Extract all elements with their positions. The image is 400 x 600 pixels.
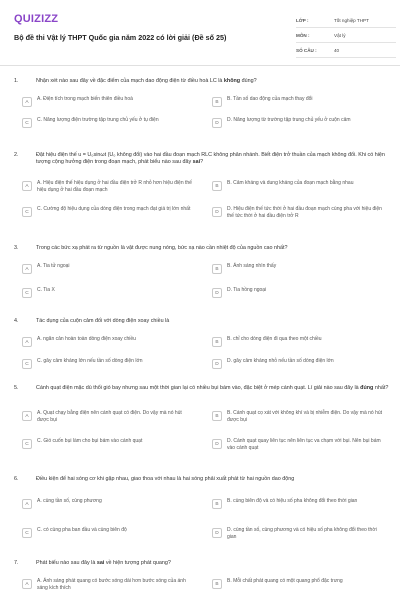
question-item xyxy=(14,560,390,567)
option-letter-badge: A xyxy=(22,181,32,191)
answer-option[interactable] xyxy=(22,527,194,538)
question-header xyxy=(14,78,390,85)
answer-option[interactable] xyxy=(212,527,384,540)
meta-key: SỐ CÂU : xyxy=(296,47,317,53)
answer-option[interactable] xyxy=(212,287,384,298)
answer-option[interactable] xyxy=(22,180,194,193)
answer-option[interactable] xyxy=(22,578,194,591)
option-text: D. Tia hồng ngoại xyxy=(227,287,267,293)
answer-option[interactable] xyxy=(22,358,194,369)
question-text-tail: về hiện tượng phát quang? xyxy=(104,560,171,566)
option-text: D. Năng lượng từ trường tập trung chủ yếu ở cuộn cảm xyxy=(227,117,351,123)
worksheet-title: Bộ đề thi Vật lý THPT Quốc gia năm 2022 có lời giải (Đề số 25) xyxy=(14,33,227,42)
answer-option[interactable] xyxy=(212,336,384,347)
option-text: D. Hiệu điện thế tức thời ở hai đầu đoạn mạch cùng pha với hiệu điện thế tức thời ở hai đầu điện trở R xyxy=(227,206,382,219)
option-letter-badge: C xyxy=(22,207,32,217)
answer-option[interactable] xyxy=(212,410,384,423)
option-letter-badge: D xyxy=(212,118,222,128)
question-number: 1. xyxy=(14,78,19,84)
option-text: B. Tần số dao động của mạch thay đổi xyxy=(227,96,313,102)
meta-row-subject xyxy=(296,28,396,43)
meta-row-class xyxy=(296,13,396,28)
option-text: D. gây cảm kháng nhỏ nếu tần số dòng điện lớn xyxy=(227,358,334,364)
question-text xyxy=(36,245,390,252)
question-text-emphasis: sai xyxy=(96,560,105,566)
question-header xyxy=(14,385,390,392)
option-text: A. Quạt chạy bằng điện nên cánh quạt có điện. Do vậy mà nó hút được bụi xyxy=(37,410,182,423)
answer-option[interactable] xyxy=(22,410,194,423)
option-text: D. cùng tần số, cùng phương và có hiệu số pha không đổi theo thời gian xyxy=(227,527,377,540)
option-text: B. Mỗi chất phát quang có một quang phổ đặc trưng xyxy=(227,578,343,584)
question-text xyxy=(36,476,390,483)
question-header xyxy=(14,318,390,325)
question-text xyxy=(36,560,390,567)
question-text-main: Đặt hiệu điện thế u = U₀sinωt (U₀ không đổi) vào hai đầu đoạn mạch RLC không phân nhánh. Biết điện trở thuần của mạch không đổi. Khi có hiện tượng cộng hưởng điện trong đoạn mạch, phát biểu nào sau đây xyxy=(36,152,385,165)
question-item xyxy=(14,78,390,85)
question-text-main: Nhận xét nào sau đây về đặc điểm của mạch dao động điện từ điều hoà LC là xyxy=(36,78,224,84)
question-item xyxy=(14,318,390,325)
option-text: C. Cường độ hiệu dụng của dòng điện trong mạch đạt giá trị lớn nhất xyxy=(37,206,191,212)
question-number: 7. xyxy=(14,560,19,566)
option-letter-badge: A xyxy=(22,411,32,421)
option-letter-badge: C xyxy=(22,118,32,128)
meta-value: Vật lý xyxy=(334,32,346,38)
option-text: C. gây cảm kháng lớn nếu tần số dòng điện lớn xyxy=(37,358,143,364)
question-text-main: Phát biểu nào sau đây là xyxy=(36,560,97,566)
answer-option[interactable] xyxy=(22,263,194,274)
option-letter-badge: B xyxy=(212,411,222,421)
meta-row-count xyxy=(296,43,396,58)
question-header xyxy=(14,152,390,166)
option-text: A. Hiệu điện thế hiệu dụng ở hai đầu điện trở R nhỏ hơn hiệu điện thế hiệu dụng ở hai đầu đoạn mạch xyxy=(37,180,192,193)
question-header xyxy=(14,245,390,252)
question-text xyxy=(36,318,390,325)
option-letter-badge: D xyxy=(212,528,222,538)
option-letter-badge: C xyxy=(22,359,32,369)
question-text-main: Cánh quạt điện mặc dù thổi gió bay nhưng sau một thời gian lại có nhiều bụi bám vào, đặc biệt ở mép cánh quạt. Lí giải nào sau đây là xyxy=(36,385,361,391)
question-item xyxy=(14,245,390,252)
answer-option[interactable] xyxy=(22,498,194,509)
question-text xyxy=(36,78,390,85)
option-letter-badge: A xyxy=(22,579,32,589)
question-text-tail: ? xyxy=(200,159,204,165)
option-text: D. Cánh quạt quay liên tục nên liên tục va chạm với bụi. Nên bụi bám vào cánh quạt xyxy=(227,438,381,451)
answer-option[interactable] xyxy=(22,206,194,217)
option-text: A. Tia tử ngoại xyxy=(37,263,70,269)
answer-option[interactable] xyxy=(212,117,384,128)
answer-option[interactable] xyxy=(212,180,384,191)
option-text: B. Ánh sáng nhìn thấy xyxy=(227,263,277,269)
option-text: C. Tia X xyxy=(37,287,55,293)
option-text: C. Gió cuốn bụi làm cho bụi bám vào cánh quạt xyxy=(37,438,143,444)
meta-key: MÔN : xyxy=(296,32,310,38)
option-letter-badge: A xyxy=(22,499,32,509)
option-letter-badge: D xyxy=(212,439,222,449)
option-text: B. Cánh quạt cọ xát với không khí và bị nhiễm điện. Do vậy mà nó hút được bụi xyxy=(227,410,383,423)
question-text-tail: đúng? xyxy=(240,78,257,84)
option-text: A. Điện tích trong mạch biến thiên điều hoà xyxy=(37,96,133,102)
answer-option[interactable] xyxy=(212,358,384,369)
answer-option[interactable] xyxy=(212,263,384,274)
option-letter-badge: B xyxy=(212,499,222,509)
worksheet-header xyxy=(0,0,400,66)
question-text xyxy=(36,385,390,392)
answer-option[interactable] xyxy=(22,117,194,128)
answer-option[interactable] xyxy=(22,336,194,347)
option-text: B. chỉ cho dòng điện đi qua theo một chiều xyxy=(227,336,322,342)
answer-option[interactable] xyxy=(212,438,384,451)
option-letter-badge: C xyxy=(22,439,32,449)
answer-option[interactable] xyxy=(22,287,194,298)
question-header xyxy=(14,560,390,567)
question-number: 2. xyxy=(14,152,19,158)
question-text-emphasis: không xyxy=(223,78,241,84)
answer-option[interactable] xyxy=(212,96,384,107)
answer-option[interactable] xyxy=(22,96,194,107)
option-letter-badge: A xyxy=(22,97,32,107)
option-letter-badge: C xyxy=(22,288,32,298)
option-text: B. Cảm kháng và dung kháng của đoạn mạch bằng nhau xyxy=(227,180,354,186)
question-number: 3. xyxy=(14,245,19,251)
option-letter-badge: B xyxy=(212,579,222,589)
meta-key: LỚP : xyxy=(296,17,309,23)
question-text-main: Điều kiện để hai sóng cơ khi gặp nhau, giao thoa với nhau là hai sóng phải xuất phát từ hai nguồn dao động xyxy=(36,476,295,482)
question-item xyxy=(14,385,390,392)
question-number: 6. xyxy=(14,476,19,482)
question-number: 5. xyxy=(14,385,19,391)
question-text-main: Tác dụng của cuộn cảm đối với dòng điện xoay chiều là xyxy=(36,318,170,324)
option-letter-badge: A xyxy=(22,264,32,274)
answer-option[interactable] xyxy=(212,498,384,509)
option-text: A. cùng tần số, cùng phương xyxy=(37,498,102,504)
option-letter-badge: D xyxy=(212,207,222,217)
option-letter-badge: B xyxy=(212,97,222,107)
answer-option[interactable] xyxy=(212,206,384,219)
option-letter-badge: B xyxy=(212,337,222,347)
option-text: A. Ánh sáng phát quang có bước sóng dài hơn bước sóng của ánh sáng kích thích xyxy=(37,578,186,591)
option-text: B. cùng biên độ và có hiệu số pha không đổi theo thời gian xyxy=(227,498,358,504)
worksheet-meta xyxy=(296,13,396,58)
option-letter-badge: B xyxy=(212,181,222,191)
option-letter-badge: D xyxy=(212,359,222,369)
option-letter-badge: B xyxy=(212,264,222,274)
meta-value: Tốt nghiệp THPT xyxy=(334,17,369,23)
answer-option[interactable] xyxy=(212,578,384,589)
quizizz-logo: QUIZIZZ xyxy=(14,13,59,25)
question-text-tail: nhất? xyxy=(373,385,389,391)
question-item xyxy=(14,152,390,166)
option-letter-badge: C xyxy=(22,528,32,538)
option-text: A. ngăn cản hoàn toàn dòng điện xoay chiều xyxy=(37,336,136,342)
question-header xyxy=(14,476,390,483)
option-text: C. có cùng pha ban đầu và cùng biên độ xyxy=(37,527,127,533)
meta-value: 40 xyxy=(334,47,340,53)
option-letter-badge: A xyxy=(22,337,32,347)
answer-option[interactable] xyxy=(22,438,194,449)
question-number: 4. xyxy=(14,318,19,324)
question-text-emphasis: đúng xyxy=(360,385,374,391)
option-text: C. Năng lượng điện trường tập trung chủ yếu ở tụ điện xyxy=(37,117,159,123)
question-text-main: Trong các bức xạ phát ra từ nguồn là vật được nung nóng, bức xạ nào cần nhiệt độ của nguồn cao nhất? xyxy=(36,245,288,251)
question-item xyxy=(14,476,390,483)
question-text xyxy=(36,152,390,166)
question-text-emphasis: sai xyxy=(192,159,201,165)
option-letter-badge: D xyxy=(212,288,222,298)
